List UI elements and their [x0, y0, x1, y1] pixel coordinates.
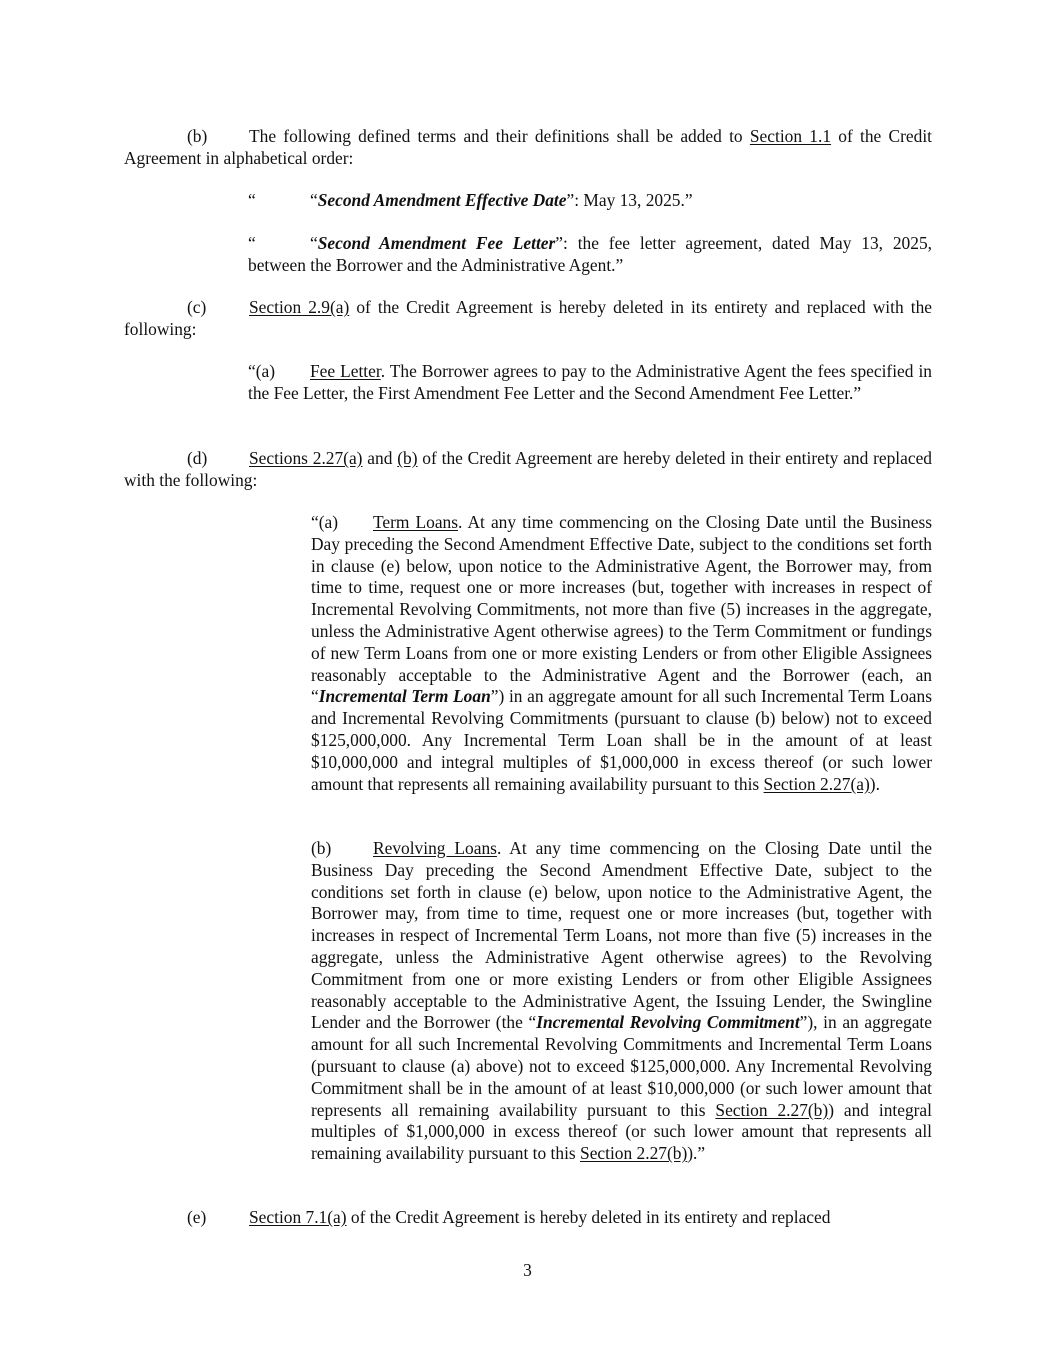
paragraph-label: (c)	[187, 297, 207, 317]
paragraph-text: and	[362, 448, 398, 468]
clause-revolving-loans	[311, 838, 932, 1165]
definition-text: ”: the fee letter agreement, dated May 13, 2025, between the Borrower and the Administrative Agent.”	[248, 233, 932, 275]
defined-term: Second Amendment Effective Date	[317, 190, 567, 210]
clause-text: ).	[869, 773, 880, 794]
section-reference: Section 2.9(a)	[249, 297, 350, 317]
clause-label: “(a)	[248, 361, 276, 381]
paragraph-text: The following defined terms and their definitions shall be added to	[249, 126, 750, 146]
definition-effective-date	[248, 190, 932, 212]
paragraph-e	[124, 1207, 932, 1229]
quote-fee-letter	[248, 361, 932, 405]
paragraph-label: (e)	[187, 1207, 207, 1227]
clause-text: ).”	[687, 1143, 706, 1164]
paragraph-text: of the Credit Agreement is hereby deleted in its entirety and replaced	[346, 1207, 831, 1227]
defined-term: Incremental Revolving Commitment	[536, 1012, 800, 1033]
clause-term-loans	[311, 512, 932, 795]
section-reference: Section 2.27(b)	[580, 1143, 688, 1164]
paragraph-d	[124, 448, 932, 492]
open-quote: “	[310, 233, 318, 253]
definition-fee-letter	[248, 233, 932, 277]
section-reference: Section 2.27(b)	[715, 1099, 829, 1120]
clause-label: “(a)	[311, 512, 339, 532]
clause-text: . The Borrower agrees to pay to the Administrative Agent the fees specified in the Fee Letter, the First Amendment Fee Letter and the Second Amendment Fee Letter.”	[248, 361, 933, 403]
section-reference: Section 2.27(a)	[763, 773, 870, 794]
section-reference: (b)	[397, 448, 418, 468]
clause-heading: Term Loans	[373, 512, 459, 532]
defined-term: Incremental Term Loan	[318, 686, 491, 707]
paragraph-text: of the Credit Agreement in alphabetical order:	[124, 126, 932, 168]
definition-text: ”: May 13, 2025.”	[566, 190, 693, 210]
clause-heading: Revolving Loans	[373, 838, 497, 858]
defined-term: Second Amendment Fee Letter	[317, 233, 556, 253]
clause-text: ”), in an aggregate amount for all such Incremental Revolving Commitments and Incremental Term Loans (pursuant to clause (a) above) not to exceed $125,000,000. Any Incremental Revolving Commitment shall be in the amount of at least $10,000,000 (or such lower amount that represents all remaining availability pursuant to this	[311, 1012, 932, 1120]
paragraph-label: (d)	[187, 448, 208, 468]
clause-text: ) and integral multiples of $1,000,000 in excess thereof (or such lower amount that represents all remaining availability pursuant to this	[311, 1099, 932, 1164]
section-reference: Sections 2.27(a)	[249, 448, 363, 468]
paragraph-b	[124, 126, 932, 170]
paragraph-label: (b)	[187, 126, 208, 146]
quote-mark: “	[248, 233, 256, 253]
open-quote: “	[310, 190, 318, 210]
clause-heading: Fee Letter	[310, 361, 381, 381]
paragraph-text: of the Credit Agreement are hereby deleted in their entirety and replaced with the following:	[124, 448, 932, 490]
section-reference: Section 1.1	[749, 126, 832, 146]
quote-mark: “	[248, 190, 256, 210]
clause-text: ”) in an aggregate amount for all such Incremental Term Loans and Incremental Revolving Commitments (pursuant to clause (b) below) not to exceed $125,000,000. Any Incremental Term Loan shall be in the amount of at least $10,000,000 and integral multiples of $1,000,000 in excess thereof (or such lower amount that represents all remaining availability pursuant to this	[311, 686, 932, 794]
page-number: 3	[523, 1260, 532, 1280]
clause-label: (b)	[311, 838, 332, 858]
clause-text: . At any time commencing on the Closing Date until the Business Day preceding the Second Amendment Effective Date, subject to the conditions set forth in clause (e) below, upon notice to the Administrative Agent, the Borrower may, from time to time, request one or more increases (but, together with increases in respect of Incremental Revolving Commitments, not more than five (5) increases in the aggregate, unless the Administrative Agent otherwise agrees) to the Term Commitment or fundings of new Term Loans from one or more existing Lenders or from other Eligible Assignees reasonably acceptable to the Administrative Agent and the Borrower (each, an “	[311, 512, 932, 707]
clause-text: . At any time commencing on the Closing Date until the Business Day preceding the Second Amendment Effective Date, subject to the conditions set forth in clause (e) below, upon notice to the Administrative Agent, the Borrower may, from time to time, request one or more increases (but, together with increases in respect of Incremental Term Loans, not more than five (5) increases in the aggregate, unless the Administrative Agent otherwise agrees) to the Revolving Commitment from one or more existing Lenders or from other Eligible Assignees reasonably acceptable to the Administrative Agent, the Issuing Lender, the Swingline Lender and the Borrower (the “	[311, 838, 932, 1033]
paragraph-c	[124, 297, 932, 341]
section-reference: Section 7.1(a)	[249, 1207, 347, 1227]
paragraph-text: of the Credit Agreement is hereby deleted in its entirety and replaced with the following:	[124, 297, 932, 339]
